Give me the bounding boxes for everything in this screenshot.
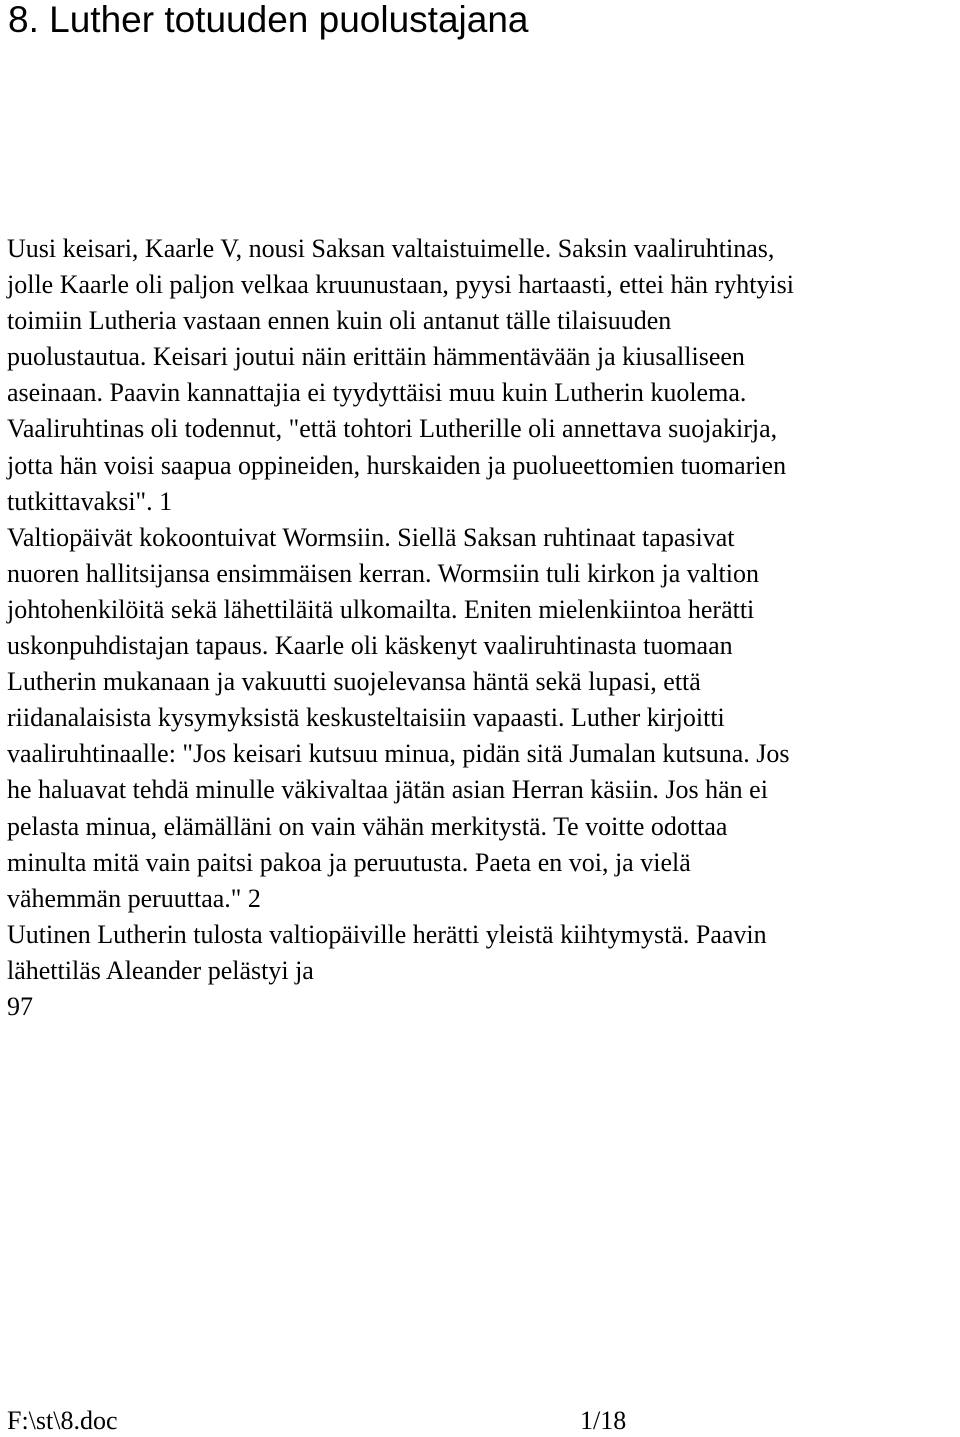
text-line: vaaliruhtinaalle: "Jos keisari kutsuu minua, pidän sitä Jumalan kutsuna. Jos xyxy=(7,739,790,769)
text-line: jolle Kaarle oli paljon velkaa kruunustaan, pyysi hartaasti, ettei hän ryhtyisi xyxy=(7,270,794,300)
text-line: Valtiopäivät kokoontuivat Wormsiin. Siellä Saksan ruhtinaat tapasivat xyxy=(7,522,735,552)
footer-file-path: F:\st\8.doc xyxy=(7,1406,118,1435)
text-line: Vaaliruhtinas oli todennut, "että tohtori Lutherille oli annettava suojakirja, xyxy=(7,414,778,444)
footer-page-indicator: 1/18 xyxy=(580,1406,627,1435)
text-line: pelasta minua, elämälläni on vain vähän merkitystä. Te voitte odottaa xyxy=(7,811,728,841)
body-text xyxy=(7,231,955,1025)
text-line: 97 xyxy=(7,991,33,1021)
text-line: Lutherin mukanaan ja vakuutti suojelevansa häntä sekä lupasi, että xyxy=(7,667,701,697)
text-line: lähettiläs Aleander pelästyi ja xyxy=(7,955,314,985)
chapter-title: 8. Luther totuuden puolustajana xyxy=(8,0,529,40)
text-line: minulta mitä vain paitsi pakoa ja peruutusta. Paeta en voi, ja vielä xyxy=(7,847,691,877)
text-line: aseinaan. Paavin kannattajia ei tyydyttäisi muu kuin Lutherin kuolema. xyxy=(7,378,747,408)
text-line: Uutinen Lutherin tulosta valtiopäiville herätti yleistä kiihtymystä. Paavin xyxy=(7,919,767,949)
text-line: Uusi keisari, Kaarle V, nousi Saksan valtaistuimelle. Saksin vaaliruhtinas, xyxy=(7,234,775,263)
text-line: tutkittavaksi". 1 xyxy=(7,486,173,516)
text-line: jotta hän voisi saapua oppineiden, hurskaiden ja puolueettomien tuomarien xyxy=(7,450,787,480)
text-line: vähemmän peruuttaa." 2 xyxy=(7,883,261,913)
text-line: puolustautua. Keisari joutui näin erittäin hämmentävään ja kiusalliseen xyxy=(7,342,745,372)
text-line: johtohenkilöitä sekä lähettiläitä ulkomailta. Eniten mielenkiintoa herätti xyxy=(7,594,755,624)
text-line: uskonpuhdistajan tapaus. Kaarle oli käskenyt vaaliruhtinasta tuomaan xyxy=(7,631,733,661)
text-line: he haluavat tehdä minulle väkivaltaa jätän asian Herran käsiin. Jos hän ei xyxy=(7,775,768,805)
text-line: nuoren hallitsijansa ensimmäisen kerran. Wormsiin tuli kirkon ja valtion xyxy=(7,558,760,588)
text-line: riidanalaisista kysymyksistä keskusteltaisiin vapaasti. Luther kirjoitti xyxy=(7,703,725,733)
text-line: toimiin Lutheria vastaan ennen kuin oli antanut tälle tilaisuuden xyxy=(7,306,672,336)
